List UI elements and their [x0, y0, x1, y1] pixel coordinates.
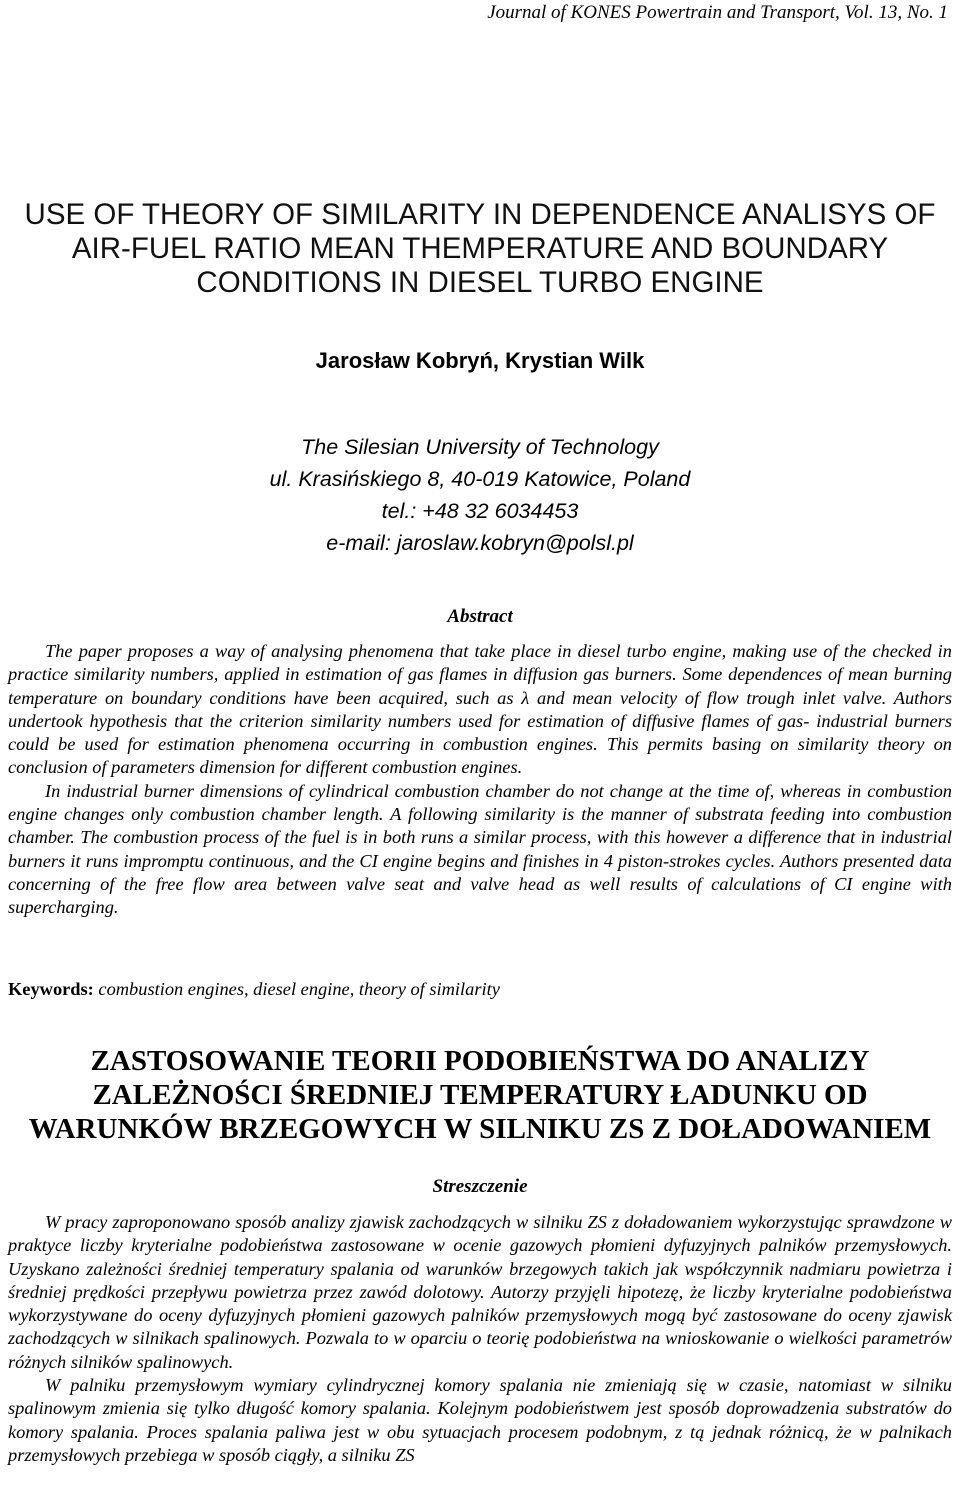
title-en-line: CONDITIONS IN DIESEL TURBO ENGINE: [196, 266, 764, 299]
affiliation-university: The Silesian University of Technology: [301, 435, 659, 459]
affiliation: [0, 431, 960, 559]
title-en-line: USE OF THEORY OF SIMILARITY IN DEPENDENCE ANALISYS OF: [24, 198, 936, 231]
title-pl-line: WARUNKÓW BRZEGOWYCH W SILNIKU ZS Z DOŁADOWANIEM: [28, 1113, 932, 1145]
affiliation-email: e-mail: jaroslaw.kobryn@polsl.pl: [326, 531, 634, 555]
streszczenie-body: [8, 1211, 952, 1467]
affiliation-phone: tel.: +48 32 6034453: [381, 499, 579, 523]
journal-header: Journal of KONES Powertrain and Transport, Vol. 13, No. 1: [487, 2, 948, 23]
keywords-label: Keywords:: [8, 979, 94, 999]
streszczenie-heading: Streszczenie: [432, 1176, 528, 1197]
abstract-heading: Abstract: [447, 606, 513, 627]
streszczenie-paragraph: W palniku przemysłowym wymiary cylindrycznej komory spalania nie zmieniają się w czasie, natomiast w silniku spalinowym zmienia się tylko długość komory spalania. Kolejnym podobieństwem jest sposób doprowadzenia substratów do komory spalania. Proces spalania paliwa jest w obu sytuacjach procesem podobnym, z tą jednak różnicą, że w palnikach przemysłowych przebiega w sposób ciągły, a silniku ZS: [8, 1375, 952, 1465]
title-pl-line: ZALEŻNOŚCI ŚREDNIEJ TEMPERATURY ŁADUNKU OD: [92, 1079, 868, 1111]
paper-title-english: [0, 198, 960, 300]
title-pl-line: ZASTOSOWANIE TEORII PODOBIEŃSTWA DO ANALIZY: [90, 1045, 870, 1077]
affiliation-address: ul. Krasińskiego 8, 40-019 Katowice, Poland: [269, 467, 691, 491]
title-en-line: AIR-FUEL RATIO MEAN THEMPERATURE AND BOUNDARY: [71, 232, 889, 265]
keywords: [8, 979, 952, 1000]
streszczenie-paragraph: W pracy zaproponowano sposób analizy zjawisk zachodzących w silniku ZS z doładowaniem wykorzystując sprawdzone w praktyce liczby kryterialne podobieństwa zastosowane w ocenie gazowych płomieni dyfuzyjnych palników przemysłowych. Uzyskano zależności średniej temperatury spalania od warunków brzegowych takich jak współczynnik nadmiaru powietrza i średniej prędkości przepływu powietrza przez zawód dolotowy. Autorzy przyjęli hipotezę, że liczby kryterialne podobieństwa wykorzystywane do oceny dyfuzyjnych płomieni gazowych palników przemysłowych mogą być zastosowane do oceny zjawisk zachodzących w silnikach spalinowych. Pozwala to w oparciu o teorię podobieństwa na wnioskowanie o wielkości parametrów różnych silników spalinowych.: [8, 1212, 952, 1372]
authors: Jarosław Kobryń, Krystian Wilk: [315, 348, 645, 373]
abstract-paragraph: The paper proposes a way of analysing phenomena that take place in diesel turbo engine, making use of the checked in practice similarity numbers, applied in estimation of gas flames in diffusion gas burners. Some dependences of mean burning temperature on boundary conditions have been acquired, such as λ and mean velocity of flow trough inlet valve. Authors undertook hypothesis that the criterion similarity numbers used for estimation of diffusive flames of gas- industrial burners could be used for estimation phenomena occurring in combustion engines. This permits basing on similarity theory on conclusion of parameters dimension for different combustion engines.: [8, 641, 952, 778]
keywords-text: combustion engines, diesel engine, theory of similarity: [93, 979, 500, 999]
paper-title-polish: [0, 1044, 960, 1146]
abstract-body: [8, 640, 952, 920]
abstract-paragraph: In industrial burner dimensions of cylindrical combustion chamber do not change at the time of, whereas in combustion engine changes only combustion chamber length. A following similarity is the manner of substrata feeding into combustion chamber. The combustion process of the fuel is in both runs a similar process, with this however a difference that in industrial burners it runs impromptu continuous, and the CI engine begins and finishes in 4 piston-strokes cycles. Authors presented data concerning of the free flow area between valve seat and valve head as well results of calculations of CI engine with supercharging.: [8, 780, 952, 918]
